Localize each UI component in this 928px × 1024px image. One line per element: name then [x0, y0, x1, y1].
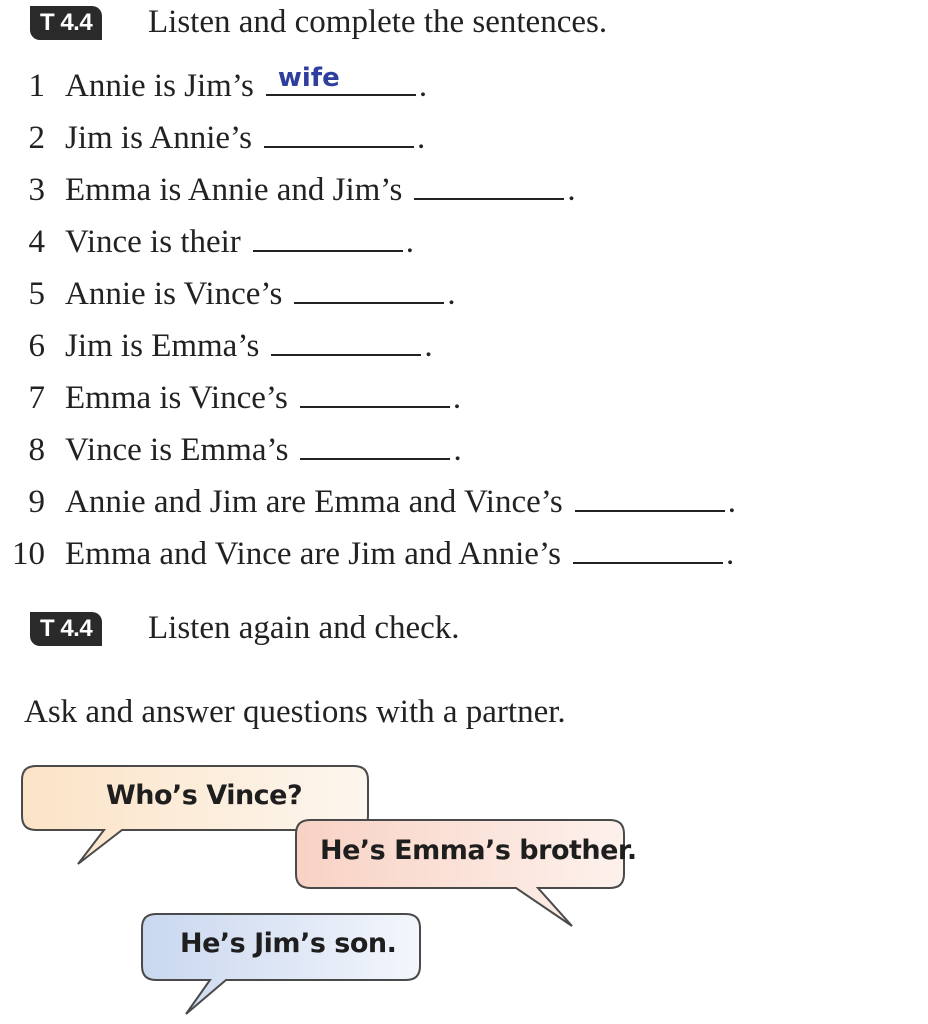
sentence-period: .	[452, 380, 462, 416]
sentence-period: .	[405, 224, 415, 260]
sentence-text: Annie and Jim are Emma and Vince’s	[65, 484, 563, 520]
sentence-number: 5	[28, 276, 45, 312]
sentence-period: .	[727, 484, 737, 520]
instruction-listen-complete: Listen and complete the sentences.	[148, 4, 608, 40]
sentence-number: 8	[28, 432, 45, 468]
sentence-text: Vince is their	[65, 224, 241, 260]
sentence-period: .	[418, 68, 428, 104]
sentence-text: Emma and Vince are Jim and Annie’s	[65, 536, 561, 572]
sentence-text: Jim is Annie’s	[65, 120, 253, 156]
sentence-number: 2	[28, 120, 45, 156]
bubble-son-text: He’s Jim’s son.	[180, 928, 397, 959]
sentence-text: Vince is Emma’s	[65, 432, 289, 468]
sentence-text: Emma is Vince’s	[65, 380, 288, 416]
sentence-text: Emma is Annie and Jim’s	[65, 172, 403, 208]
sentence-number: 9	[28, 484, 45, 520]
track-badge: T 4.4	[30, 612, 102, 646]
sentence-text: Annie is Jim’s	[65, 68, 254, 104]
sentence-period: .	[424, 328, 433, 364]
sentence-number: 10	[12, 536, 45, 572]
sentence-number: 7	[28, 380, 45, 416]
sentence-number: 4	[28, 224, 45, 260]
sentence-number: 6	[28, 328, 45, 364]
track-badge: T 4.4	[30, 6, 102, 40]
sentence-period: .	[447, 276, 456, 312]
sentence-period: .	[417, 120, 426, 156]
sentence-number: 1	[28, 68, 45, 104]
sentence-number: 3	[28, 172, 45, 208]
bubble-brother-text: He’s Emma’s brother.	[320, 835, 637, 866]
bubble-question-text: Who’s Vince?	[106, 780, 303, 811]
answer-text: wife	[277, 63, 340, 93]
sentence-text: Annie is Vince’s	[65, 276, 283, 312]
sentence-text: Jim is Emma’s	[65, 328, 260, 364]
sentence-period: .	[567, 172, 576, 208]
sentence-period: .	[453, 432, 462, 468]
instruction-ask-answer: Ask and answer questions with a partner.	[24, 694, 566, 730]
sentence-period: .	[725, 536, 735, 572]
instruction-listen-check: Listen again and check.	[148, 610, 460, 646]
